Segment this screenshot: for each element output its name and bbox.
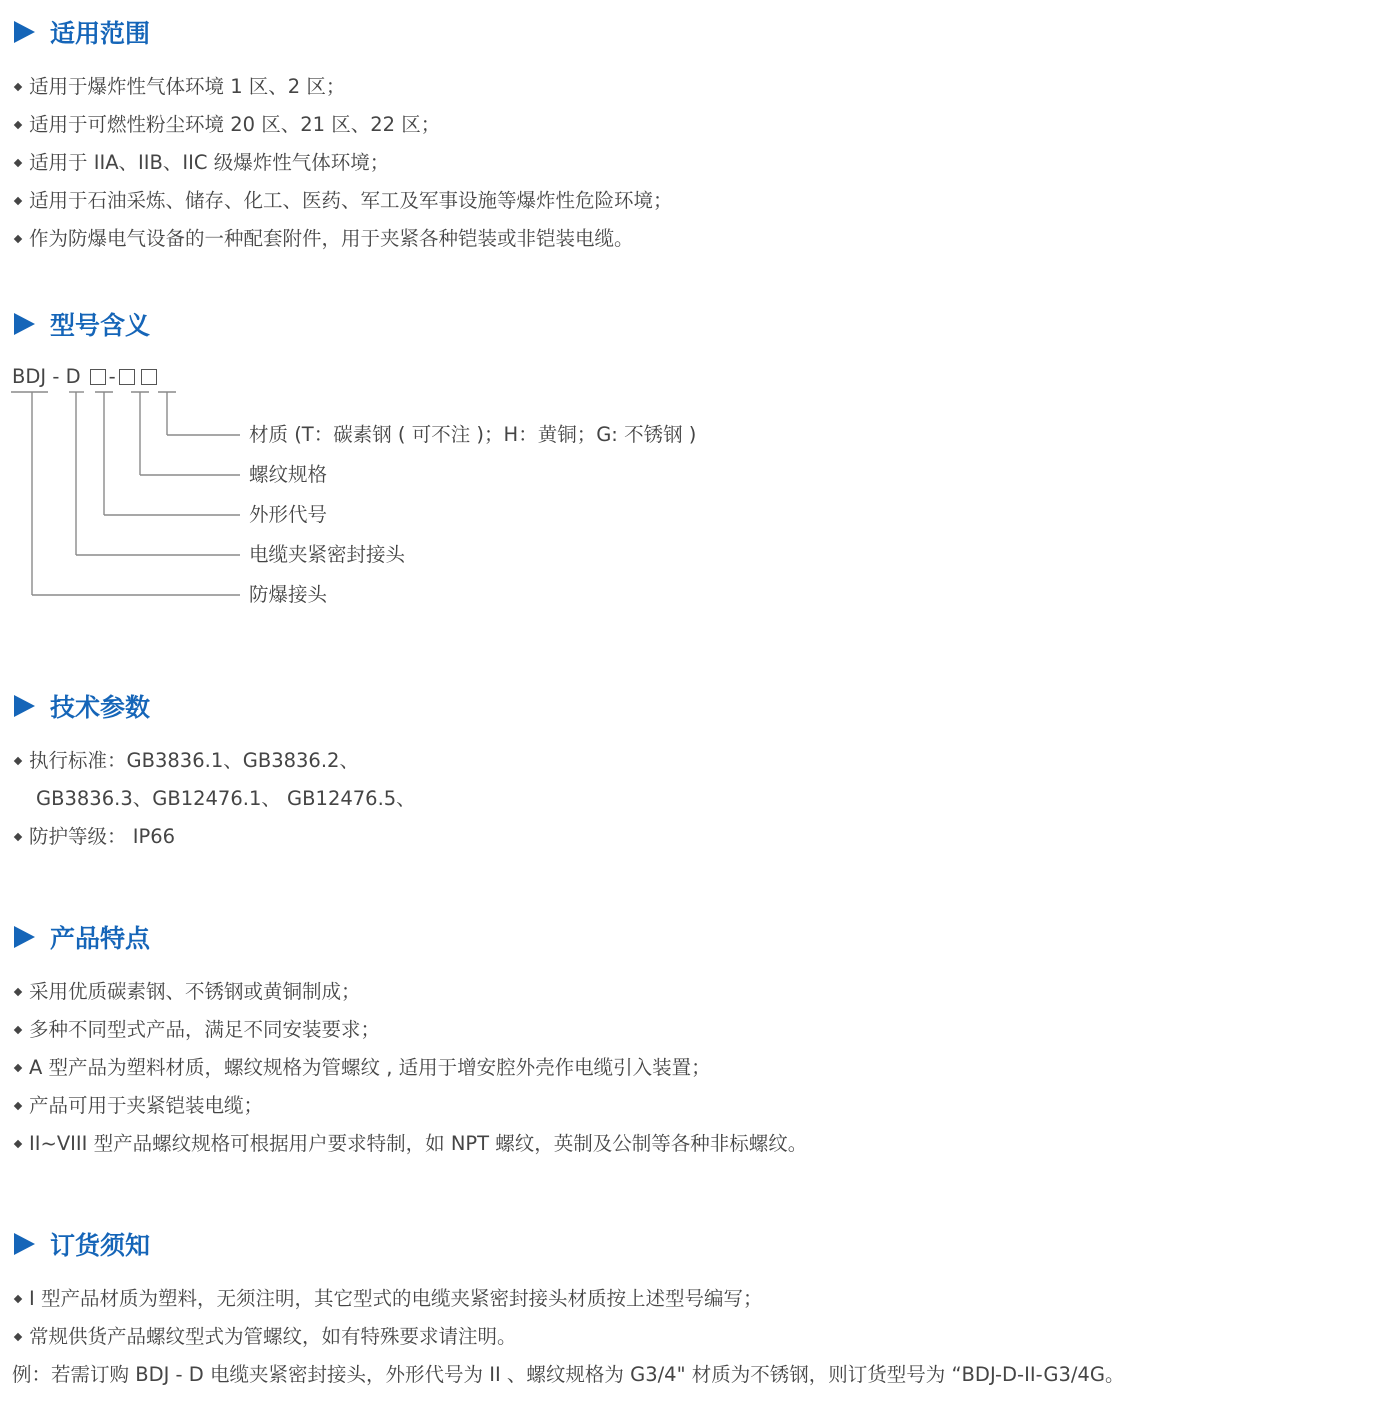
diamond-bullet-icon: [14, 1026, 22, 1034]
diamond-bullet-icon: [14, 1295, 22, 1303]
list-item: 执行标准：GB3836.1、GB3836.2、: [12, 742, 416, 780]
diamond-bullet-icon: [14, 757, 22, 765]
list-item: II~VIII 型产品螺纹规格可根据用户要求特制，如 NPT 螺纹，英制及公制等各种非标螺纹。: [12, 1125, 807, 1163]
diamond-bullet-icon: [14, 1140, 22, 1148]
section-title-features: [14, 920, 150, 954]
ordering-list: [12, 1280, 762, 1356]
model-label-thread: 螺纹规格: [249, 463, 328, 486]
model-label-shape-code: 外形代号: [249, 503, 328, 526]
list-item: A 型产品为塑料材质，螺纹规格为管螺纹 , 适用于增安腔外壳作电缆引入装置；: [12, 1049, 807, 1087]
model-code-prefix: BDJ - D: [12, 365, 81, 388]
list-item: 适用于可燃性粉尘环境 20 区、21 区、22 区；: [12, 106, 673, 144]
triangle-icon: [14, 1233, 35, 1255]
list-item: 作为防爆电气设备的一种配套附件，用于夹紧各种铠装或非铠装电缆。: [12, 220, 673, 258]
model-code-dash: -: [108, 365, 116, 388]
triangle-icon: [14, 695, 35, 717]
features-list: [12, 973, 807, 1163]
list-item: 常规供货产品螺纹型式为管螺纹，如有特殊要求请注明。: [12, 1318, 762, 1356]
diamond-bullet-icon: [14, 988, 22, 996]
tech-list: [12, 742, 416, 856]
diamond-bullet-icon: [14, 1333, 22, 1341]
list-item: 适用于爆炸性气体环境 1 区、2 区；: [12, 68, 673, 106]
list-item: 适用于 IIA、IIB、IIC 级爆炸性气体环境；: [12, 144, 673, 182]
list-item: 适用于石油采炼、储存、化工、医药、军工及军事设施等爆炸性危险环境；: [12, 182, 673, 220]
ordering-example: 例：若需订购 BDJ - D 电缆夹紧密封接头，外形代号为 II 、螺纹规格为 G3/4" 材质为不锈钢，则订货型号为 “BDJ-D-II-G3/4G。: [12, 1363, 1125, 1386]
section-title-ordering: [14, 1227, 150, 1261]
list-item: 采用优质碳素钢、不锈钢或黄铜制成；: [12, 973, 807, 1011]
section-title-text: 订货须知: [50, 1231, 151, 1260]
model-diagram-lines: [0, 0, 260, 620]
model-label-cable-gland: 电缆夹紧密封接头: [249, 543, 406, 566]
list-item-continuation: GB3836.3、GB12476.1、 GB12476.5、: [36, 787, 416, 810]
list-item: I 型产品材质为塑料，无须注明，其它型式的电缆夹紧密封接头材质按上述型号编写；: [12, 1280, 762, 1318]
section-title-text: 技术参数: [50, 693, 151, 722]
section-title-tech: [14, 689, 150, 723]
diamond-bullet-icon: [14, 1064, 22, 1072]
list-item: 多种不同型式产品，满足不同安装要求；: [12, 1011, 807, 1049]
triangle-icon: [14, 926, 35, 948]
list-item: 产品可用于夹紧铠装电缆；: [12, 1087, 807, 1125]
section-title-text: 适用范围: [50, 19, 151, 48]
section-title-text: 产品特点: [50, 924, 151, 953]
model-label-explosion-proof: 防爆接头: [249, 583, 328, 606]
diamond-bullet-icon: [14, 833, 22, 841]
list-item: 防护等级： IP66: [12, 818, 416, 856]
model-label-material: 材质 (T：碳素钢 ( 可不注 )；H：黄铜；G: 不锈钢 ): [249, 423, 697, 446]
section-title-text: 型号含义: [50, 311, 151, 340]
diamond-bullet-icon: [14, 1102, 22, 1110]
